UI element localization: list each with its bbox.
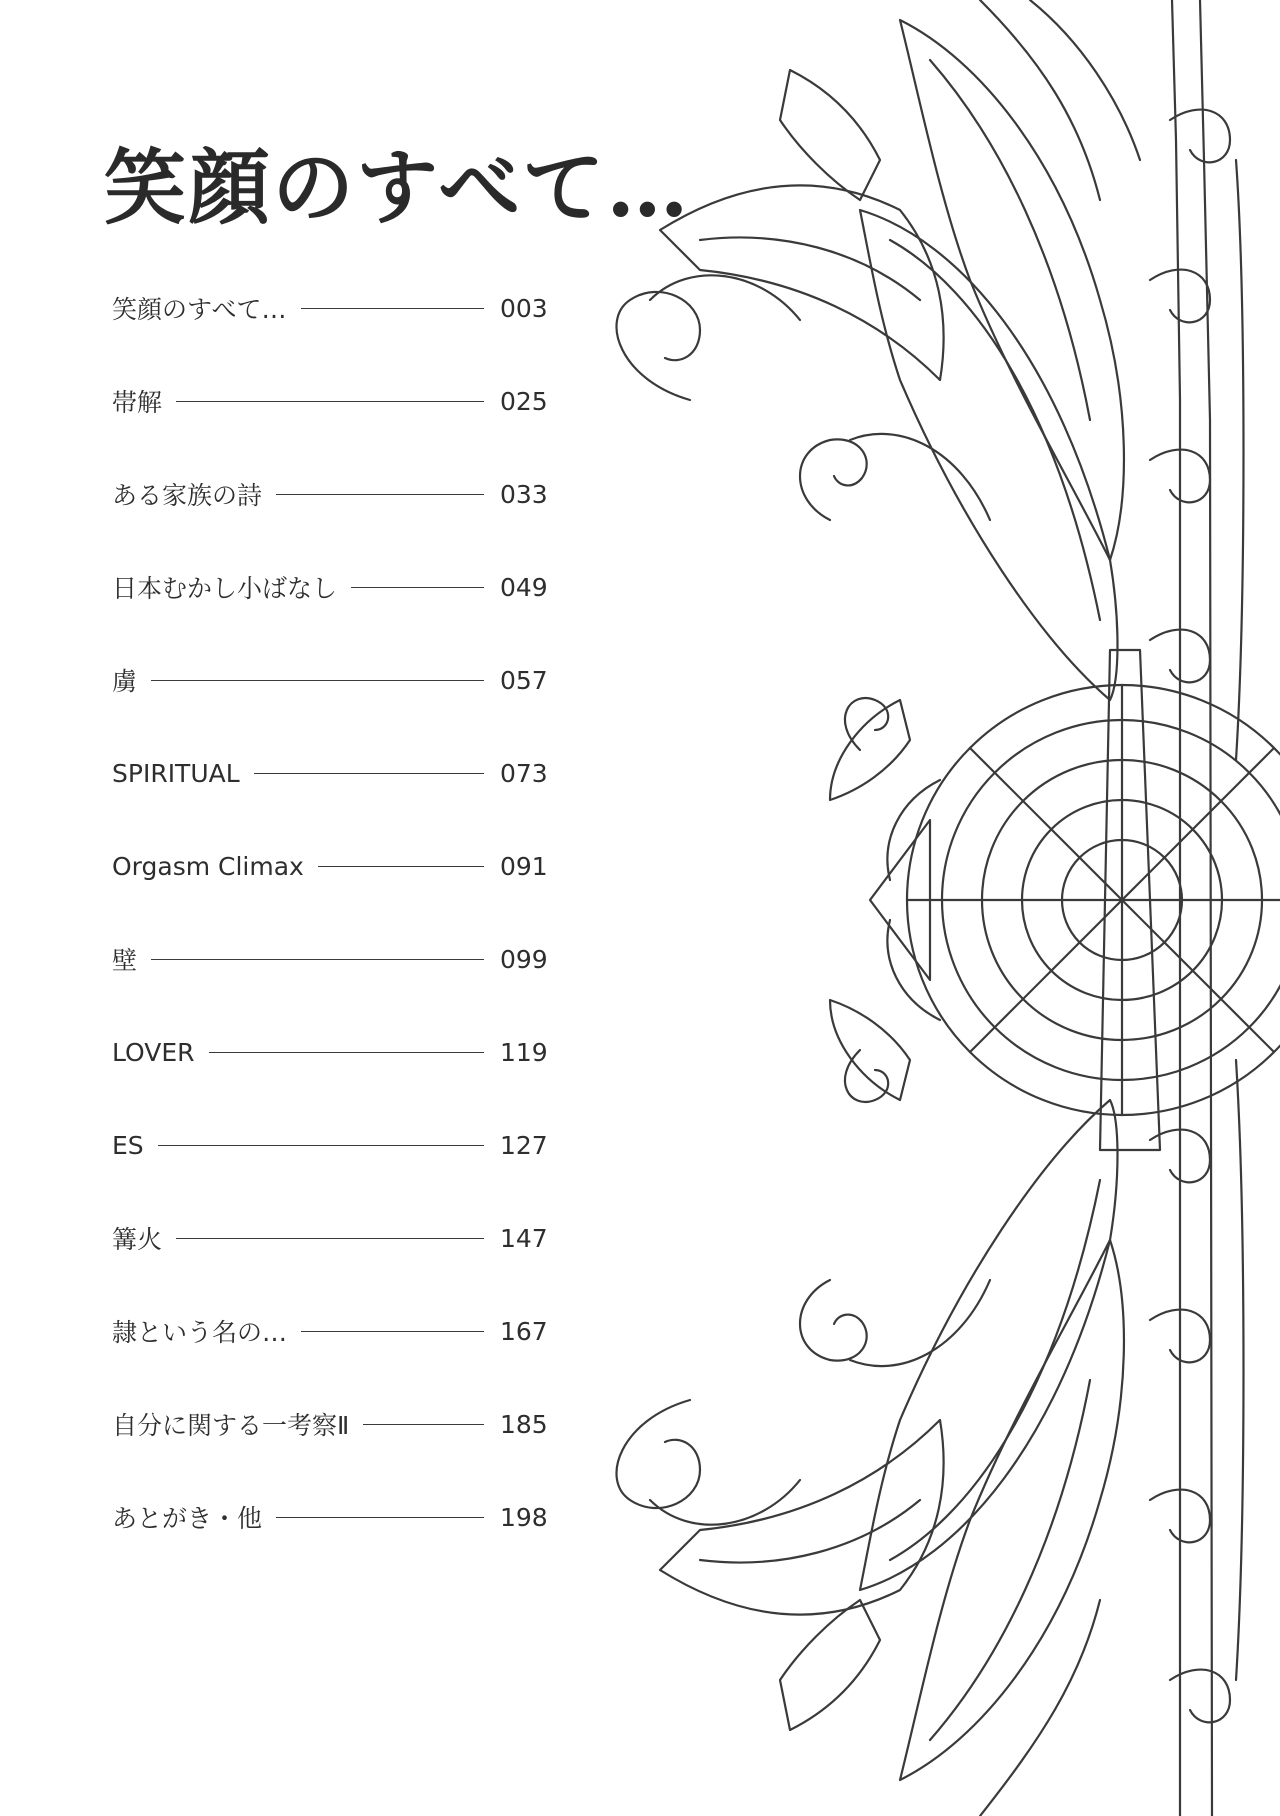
toc-entry-title: 篝火: [112, 1225, 163, 1254]
ornamental-scroll-border: [610, 0, 1280, 1816]
toc-entry-title: ES: [112, 1130, 144, 1160]
toc-entry[interactable]: [112, 660, 562, 700]
toc-list: [112, 0, 562, 1816]
toc-entry-page: 119: [500, 1037, 548, 1067]
toc-entry-title: 壁: [112, 946, 138, 975]
toc-entry-title: 日本むかし小ばなし: [112, 574, 338, 603]
toc-entry-title: SPIRITUAL: [112, 758, 240, 788]
toc-entry[interactable]: [112, 381, 562, 421]
toc-entry-title: 隷という名の…: [112, 1318, 288, 1347]
leader-line: [301, 1331, 484, 1332]
toc-entry-page: 167: [500, 1316, 548, 1346]
toc-entry[interactable]: [112, 846, 562, 886]
toc-entry[interactable]: [112, 288, 562, 328]
leader-line: [351, 587, 484, 588]
toc-entry-page: 025: [500, 386, 548, 416]
toc-entry-page: 127: [500, 1130, 548, 1160]
toc-entry-page: 057: [500, 665, 548, 695]
toc-entry[interactable]: [112, 1497, 562, 1537]
leader-line: [363, 1424, 484, 1425]
leader-line: [318, 866, 484, 867]
toc-entry[interactable]: [112, 753, 562, 793]
toc-entry-page: 033: [500, 479, 548, 509]
leader-line: [151, 680, 484, 681]
toc-entry-page: 099: [500, 944, 548, 974]
toc-entry[interactable]: [112, 474, 562, 514]
toc-entry[interactable]: [112, 939, 562, 979]
book-title: 笑顔のすべて…: [104, 139, 691, 236]
toc-entry-title: 虜: [112, 667, 138, 696]
toc-entry-title: あとがき・他: [112, 1504, 263, 1533]
toc-entry[interactable]: [112, 1032, 562, 1072]
leader-line: [209, 1052, 484, 1053]
toc-entry-page: 185: [500, 1409, 548, 1439]
leader-line: [176, 1238, 484, 1239]
leader-line: [301, 308, 484, 309]
toc-entry-title: 笑顔のすべて…: [112, 295, 287, 324]
toc-entry-page: 003: [500, 293, 548, 323]
leader-line: [176, 401, 484, 402]
leader-line: [276, 1517, 484, 1518]
toc-entry-page: 049: [500, 572, 548, 602]
leader-line: [276, 494, 484, 495]
toc-entry-page: 198: [500, 1502, 548, 1532]
toc-entry-title: Orgasm Climax: [112, 851, 304, 881]
toc-entry[interactable]: [112, 1311, 562, 1351]
toc-entry-title: 自分に関する一考察Ⅱ: [112, 1411, 350, 1440]
toc-entry[interactable]: [112, 1218, 562, 1258]
toc-entry-title: 帯解: [112, 388, 163, 417]
toc-entry-page: 073: [500, 758, 548, 788]
toc-entry-page: 091: [500, 851, 548, 881]
leader-line: [254, 773, 484, 774]
toc-entry-page: 147: [500, 1223, 548, 1253]
toc-entry-title: LOVER: [112, 1037, 195, 1067]
toc-entry[interactable]: [112, 1125, 562, 1165]
leader-line: [151, 959, 484, 960]
toc-entry[interactable]: [112, 1404, 562, 1444]
leader-line: [158, 1145, 484, 1146]
toc-entry[interactable]: [112, 567, 562, 607]
toc-entry-title: ある家族の詩: [112, 481, 263, 510]
